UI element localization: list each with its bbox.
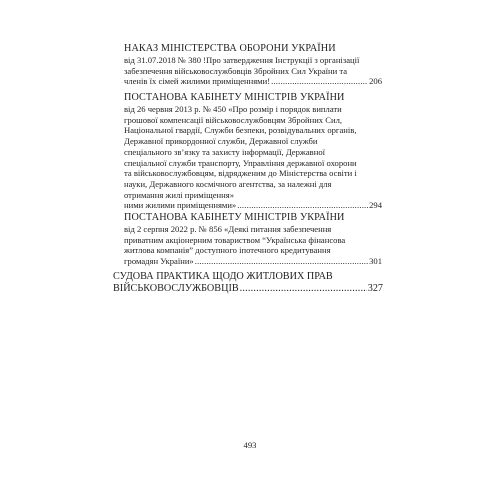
toc-entry-description bbox=[124, 104, 382, 211]
toc-entry-description bbox=[124, 224, 382, 267]
toc-entry-resolution-856 bbox=[124, 212, 382, 267]
toc-entry-page-number: 294 bbox=[369, 200, 382, 211]
toc-section-page-number: 327 bbox=[367, 282, 383, 294]
toc-entry-title: ПОСТАНОВА КАБІНЕТУ МІНІСТРІВ УКРАЇНИ bbox=[124, 212, 345, 223]
toc-section-last-line bbox=[113, 283, 383, 295]
toc-entry-page-number: 301 bbox=[369, 256, 382, 267]
toc-entry-line: від 2 серпня 2022 р. № 856 «Деякі питання забезпечення bbox=[124, 224, 332, 234]
toc-entry-line: та військовослужбовцям, відрядженим до Міністерства освіти і bbox=[124, 168, 357, 179]
toc-entry-line: громадян України» bbox=[124, 256, 194, 267]
toc-entry-last-line bbox=[124, 76, 382, 87]
toc-entry-line: Національної гвардії, Служби безпеки, розвідувальних органів, bbox=[124, 125, 357, 136]
toc-entry-line: житлова компанія” доступного іпотечного кредитування bbox=[124, 245, 331, 256]
toc-entry-title: НАКАЗ МІНІСТЕРСТВА ОБОРОНИ УКРАЇНИ bbox=[124, 43, 336, 54]
toc-entry-line: від 26 червня 2013 р. № 450 «Про розмір і порядок виплати bbox=[124, 104, 342, 114]
toc-entry-description bbox=[124, 55, 382, 87]
dot-leader bbox=[271, 76, 368, 87]
toc-entry-line: спеціальної служби транспорту, Управління державної охорони bbox=[124, 157, 357, 168]
toc-entry-resolution-450 bbox=[124, 92, 382, 211]
toc-entry-line: забезпечення військовослужбовців Збройних Сил України та bbox=[124, 65, 348, 76]
toc-entry-line: спеціального зв’язку та захисту інформації, Державної bbox=[124, 146, 326, 157]
toc-entry-last-line bbox=[124, 256, 382, 267]
toc-entry-line: Державної прикордонної служби, Державної служби bbox=[124, 136, 318, 147]
page-number: 493 bbox=[243, 440, 257, 450]
toc-entry-last-line bbox=[124, 200, 382, 211]
toc-entry-page-number: 206 bbox=[369, 76, 382, 87]
toc-section-title: СУДОВА ПРАКТИКА ЩОДО ЖИТЛОВИХ ПРАВ bbox=[113, 271, 333, 282]
toc-entry-order-380 bbox=[124, 43, 382, 87]
dot-leader bbox=[240, 283, 367, 295]
toc-entry-line: грошової компенсації військовослужбовцям Збройних Сил, bbox=[124, 114, 343, 125]
toc-entry-line: науки, Державного космічного агентства, за належні для bbox=[124, 178, 332, 189]
toc-entry-line: від 31.07.2018 № 380 !Про затвердження Інструкції з організації bbox=[124, 55, 360, 65]
dot-leader bbox=[237, 200, 368, 211]
toc-entry-title: ПОСТАНОВА КАБІНЕТУ МІНІСТРІВ УКРАЇНИ bbox=[124, 92, 345, 103]
toc-entry-line: отримання жилі приміщення» bbox=[124, 189, 234, 200]
toc-entry-line: ними жилими приміщеннями» bbox=[124, 200, 237, 211]
toc-section-court-practice bbox=[113, 271, 383, 294]
toc-entry-line: приватним акціонерним товариством “Українська фінансова bbox=[124, 234, 346, 245]
toc-section-title: ВІЙСЬКОВОСЛУЖБОВЦІВ bbox=[113, 282, 239, 294]
dot-leader bbox=[195, 256, 368, 267]
toc-entry-line: членів їх сімей жилими приміщеннями! bbox=[124, 76, 271, 87]
